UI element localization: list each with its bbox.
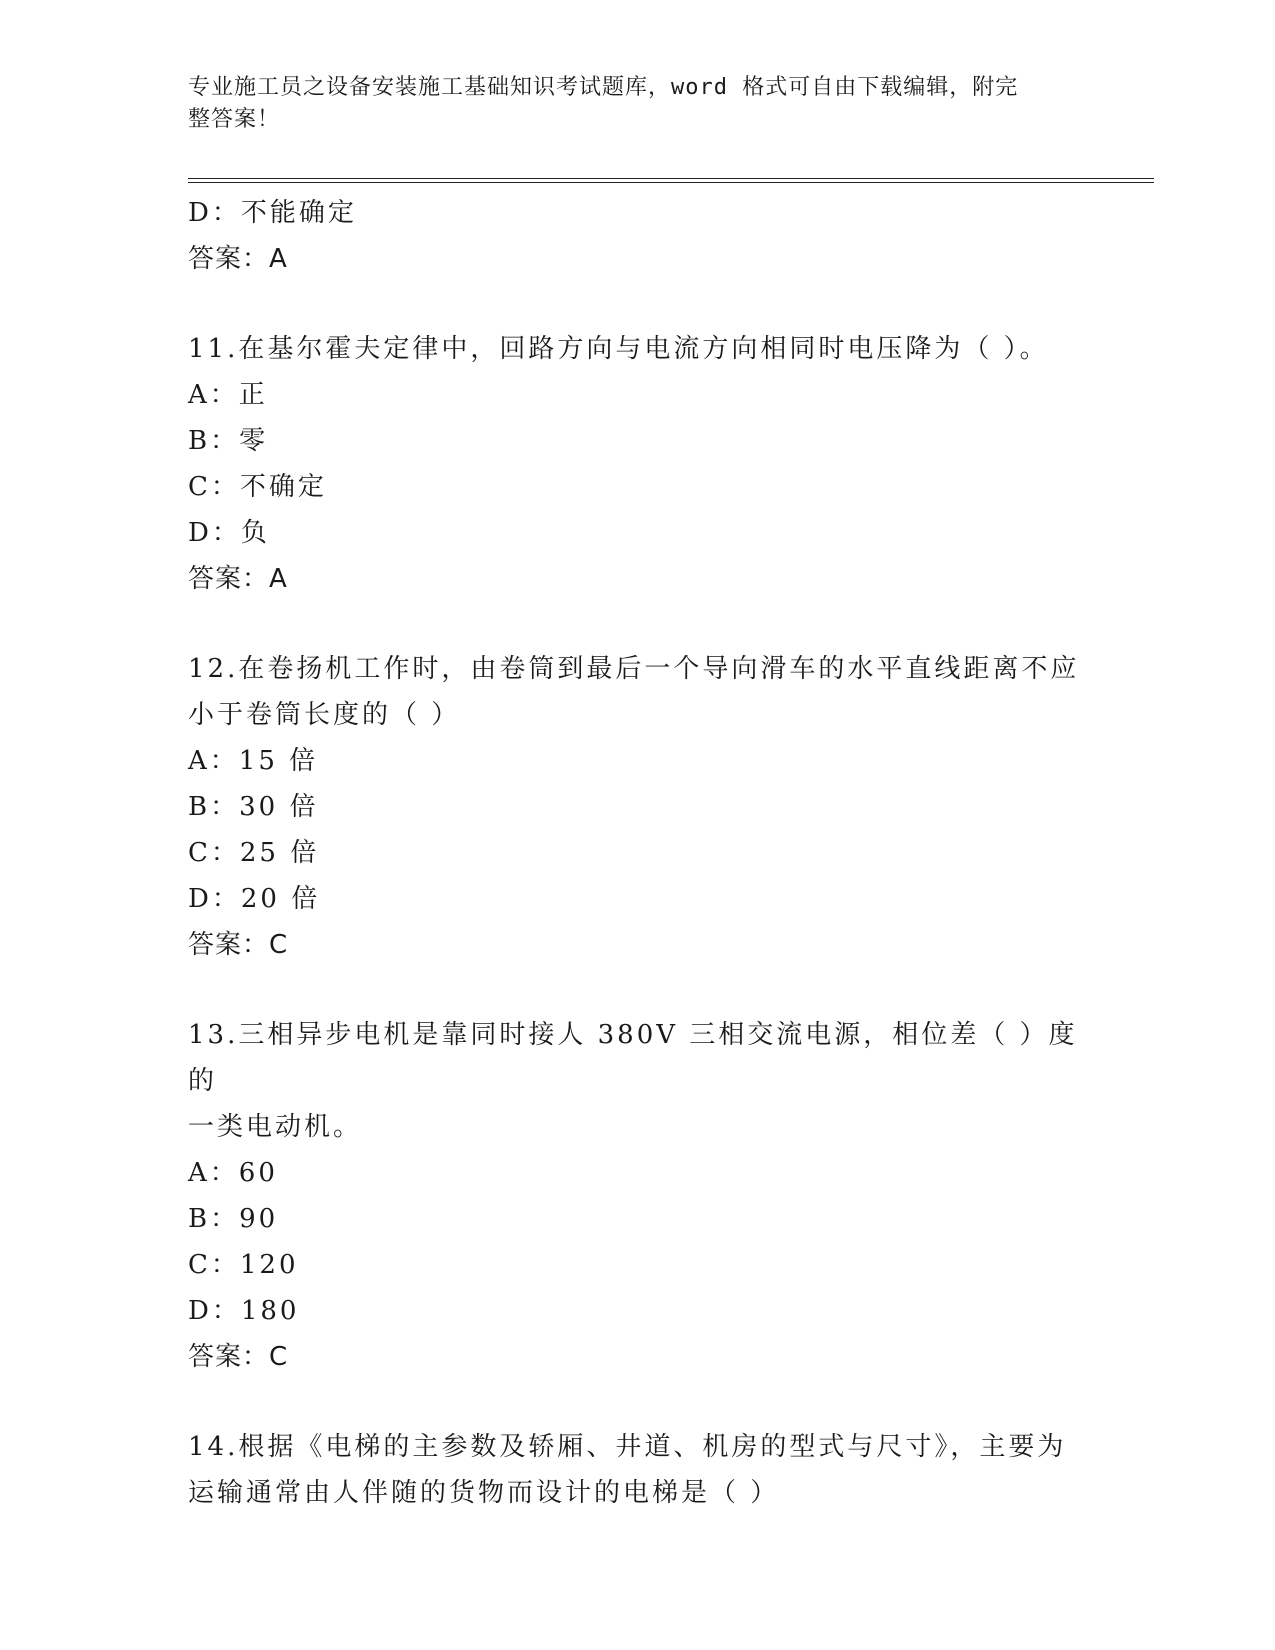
question-12-option-b: B：30 倍 [188, 792, 319, 822]
prev-option-d: D：不能确定 [188, 198, 357, 228]
question-12-text-line-2: 小于卷筒长度的（ ） [188, 700, 461, 730]
spacer [188, 602, 1088, 646]
prev-answer: 答案：A [188, 244, 288, 274]
header-line-2: 整答案！ [188, 107, 281, 132]
header-divider-top [188, 178, 1154, 179]
question-13-option-c: C：120 [188, 1250, 299, 1280]
question-13-text-line-1: 13.三相异步电机是靠同时接人 380V 三相交流电源，相位差（ ）度的 [188, 1020, 1078, 1096]
question-12-option-c: C：25 倍 [188, 838, 320, 868]
question-content [188, 190, 1088, 1516]
question-13-text-line-2: 一类电动机。 [188, 1112, 363, 1142]
question-13 [188, 1012, 1088, 1380]
question-12-option-d: D：20 倍 [188, 884, 321, 914]
question-13-option-a: A：60 [188, 1158, 278, 1188]
question-11-option-a: A：正 [188, 380, 268, 410]
question-13-answer: 答案：C [188, 1342, 289, 1372]
header-divider-bottom [188, 182, 1154, 183]
question-14-text-line-2: 运输通常由人伴随的货物而设计的电梯是（ ） [188, 1478, 780, 1508]
question-13-option-b: B：90 [188, 1204, 279, 1234]
spacer [188, 1380, 1088, 1424]
question-12 [188, 646, 1088, 968]
question-14-text-line-1: 14.根据《电梯的主参数及轿厢、井道、机房的型式与尺寸》，主要为 [188, 1432, 1067, 1462]
question-11-answer: 答案：A [188, 564, 288, 594]
question-11-text: 11.在基尔霍夫定律中，回路方向与电流方向相同时电压降为（ ）。 [188, 334, 1049, 364]
question-11-option-b: B：零 [188, 426, 269, 456]
question-12-text-line-1: 12.在卷扬机工作时，由卷筒到最后一个导向滑车的水平直线距离不应 [188, 654, 1080, 684]
question-11-option-c: C：不确定 [188, 472, 327, 502]
question-13-option-d: D：180 [188, 1296, 300, 1326]
question-11 [188, 326, 1088, 602]
question-12-answer: 答案：C [188, 930, 289, 960]
question-14 [188, 1424, 1088, 1516]
question-11-option-d: D：负 [188, 518, 270, 548]
spacer [188, 282, 1088, 326]
header-line-1: 专业施工员之设备安装施工基础知识考试题库，word 格式可自由下载编辑，附完 [188, 75, 1019, 100]
document-header [188, 72, 1088, 136]
spacer [188, 968, 1088, 1012]
question-12-option-a: A：15 倍 [188, 746, 319, 776]
